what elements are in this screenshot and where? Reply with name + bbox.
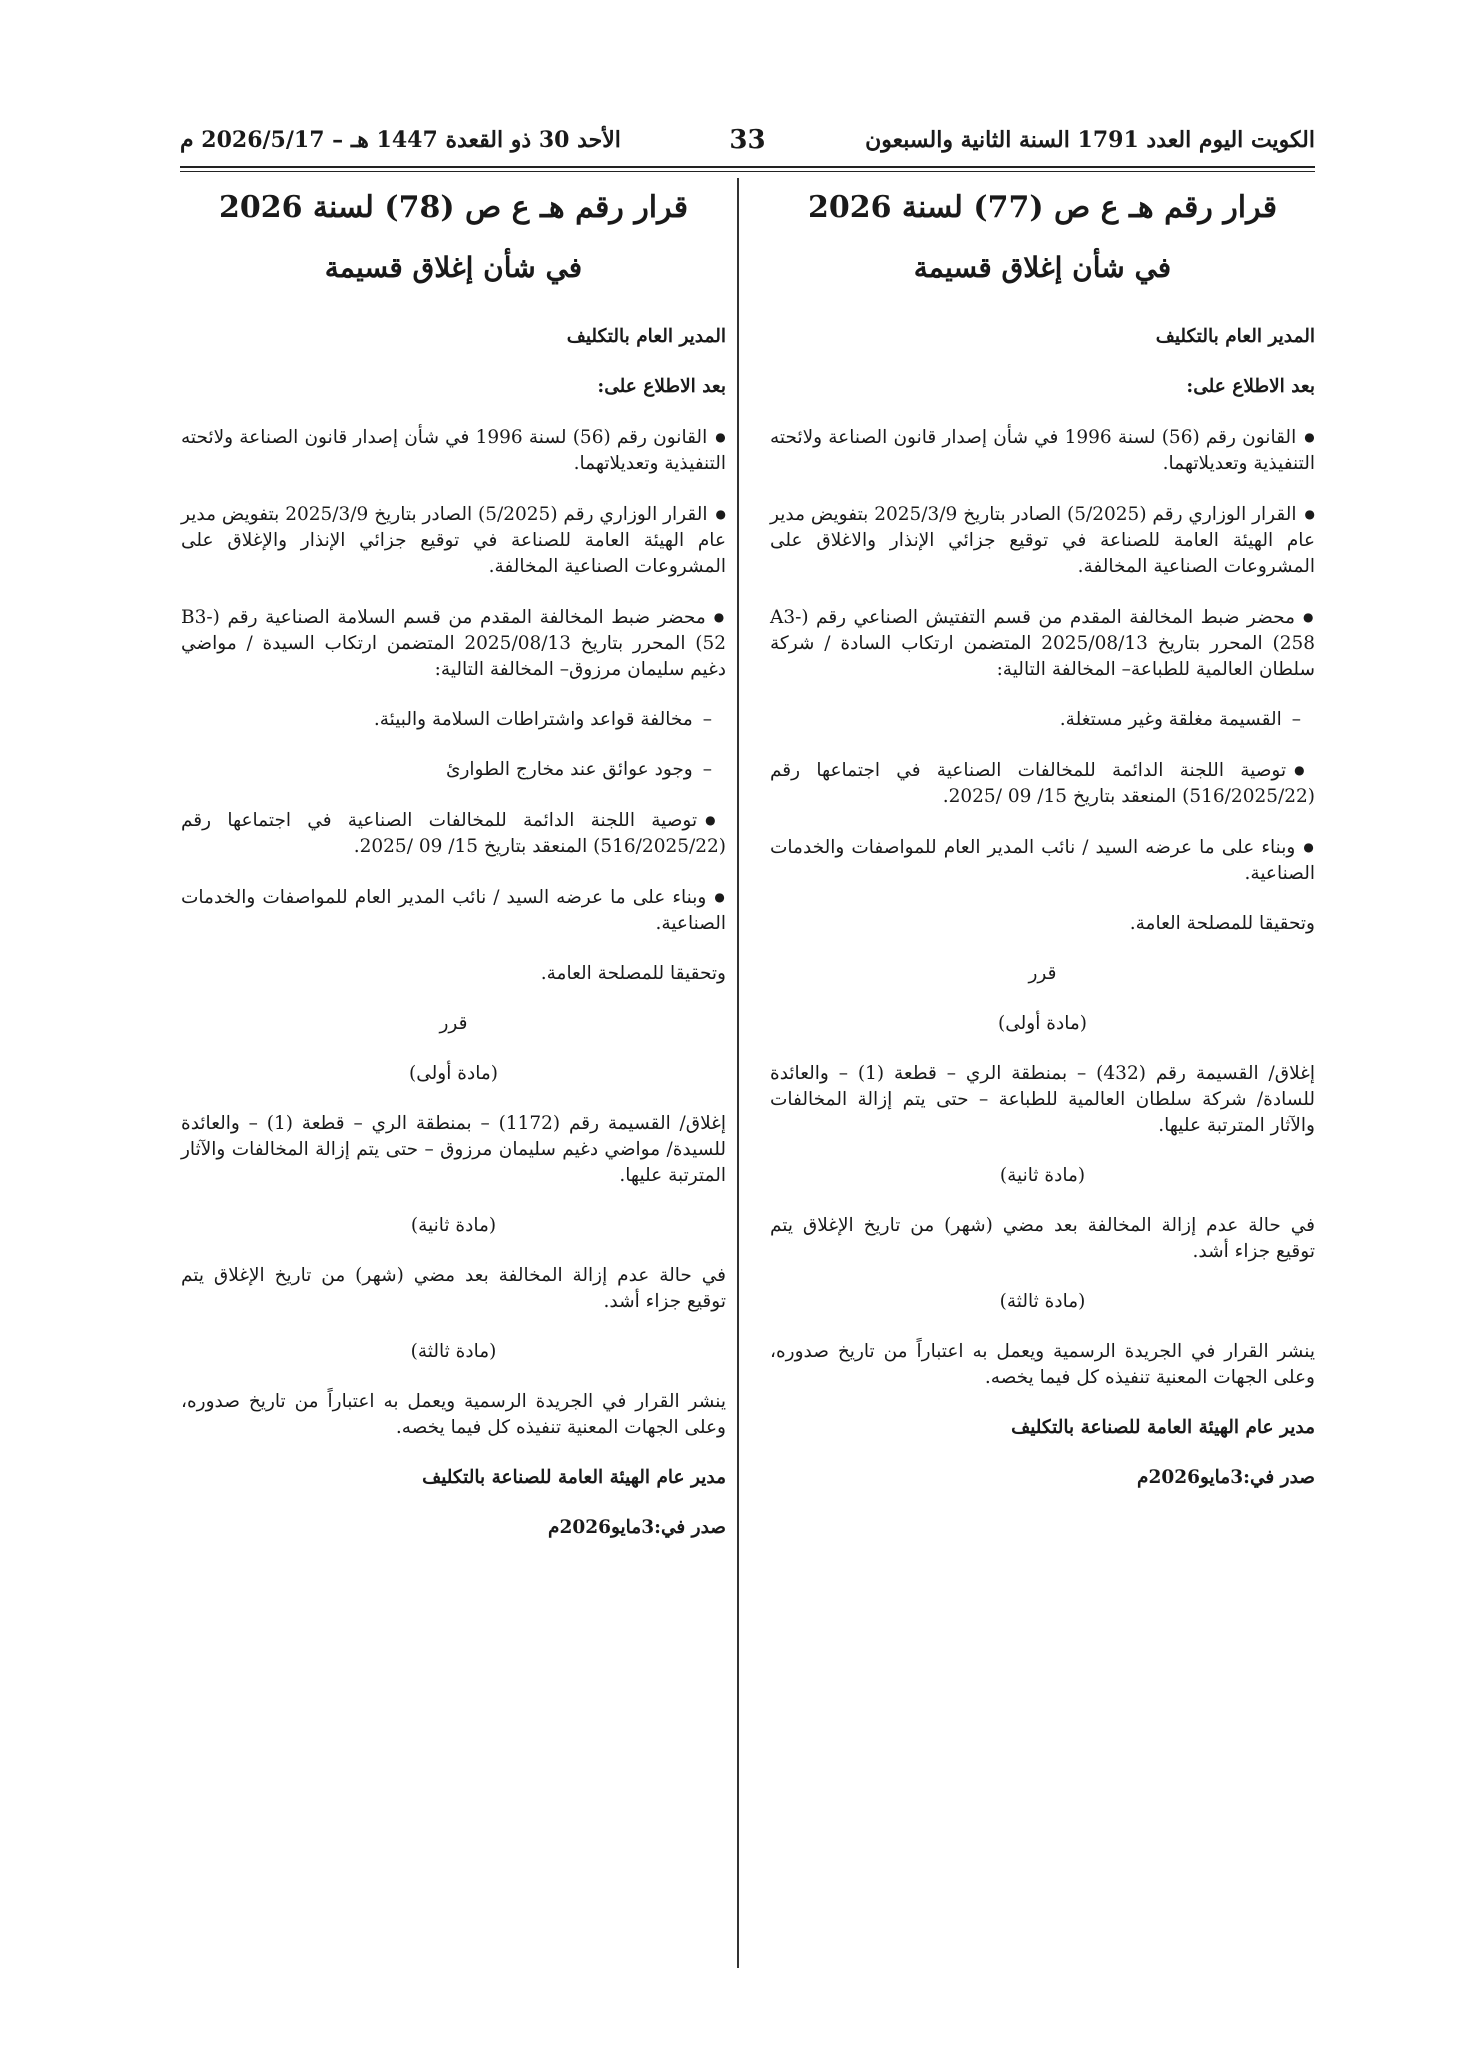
article-2-title: (مادة ثانية)	[999, 1165, 1086, 1186]
decision-title: قرار رقم هـ ع ص (77) لسنة 2026	[807, 190, 1278, 225]
preamble-text: القانون رقم (56) لسنة 1996 في شأن إصدار قانون الصناعة ولائحته التنفيذية وتعديلاتهما.	[181, 427, 726, 474]
preamble-item	[770, 412, 1315, 489]
preamble-item	[181, 795, 726, 872]
article-3-text: ينشر القرار في الجريدة الرسمية ويعمل به اعتباراً من تاريخ صدوره، وعلى الجهات المعنية تنفيذه كل فيما يخصه.	[181, 1391, 726, 1438]
decided-heading: قرر	[1028, 963, 1057, 984]
preamble-text: القانون رقم (56) لسنة 1996 في شأن إصدار قانون الصناعة ولائحته التنفيذية وتعديلاتهما.	[770, 427, 1315, 474]
preamble-item	[181, 592, 726, 695]
preamble-text: وبناء على ما عرضه السيد / نائب المدير العام للمواصفات والخدمات الصناعية.	[770, 837, 1315, 884]
bullet-icon	[706, 607, 726, 628]
preamble-text: وبناء على ما عرضه السيد / نائب المدير العام للمواصفات والخدمات الصناعية.	[181, 887, 726, 934]
article-3-title: (مادة ثالثة)	[410, 1341, 497, 1362]
decision-subtitle: في شأن إغلاق قسيمة	[913, 251, 1172, 284]
preamble-text: توصية اللجنة الدائمة للمخالفات الصناعية في اجتماعها رقم (516/2025/22) المنعقد بتاريخ 15/ 09 /2025.	[770, 760, 1315, 807]
dash-icon	[693, 709, 712, 730]
header-date: الأحد 30 ذو القعدة 1447 هـ – 2026/5/17 م	[180, 127, 621, 153]
decision-77-column	[770, 182, 1315, 1503]
bullet-icon	[1286, 760, 1315, 781]
bullet-icon	[706, 887, 726, 908]
issue-date: صدر في:3مايو2026م	[1137, 1467, 1315, 1488]
issue-date: صدر في:3مايو2026م	[548, 1517, 726, 1538]
article-2-title: (مادة ثانية)	[410, 1215, 497, 1236]
signatory: مدير عام الهيئة العامة للصناعة بالتكليف	[422, 1467, 726, 1488]
header-issue-info: الكويت اليوم العدد 1791 السنة الثانية والسبعون	[865, 127, 1315, 153]
article-1-text: إغلاق/ القسيمة رقم (1172) – بمنطقة الري – قطعة (1) – والعائدة للسيدة/ مواضي دغيم سليمان مرزوق – حتى يتم إزالة المخالفات والآثار المترتبة عليها.	[181, 1113, 726, 1186]
header-rule-thin	[180, 171, 1315, 172]
column-divider	[737, 178, 739, 1968]
violation-text: مخالفة قواعد واشتراطات السلامة والبيئة.	[373, 709, 693, 730]
dash-icon	[693, 759, 712, 780]
bullet-icon	[697, 810, 726, 831]
after-review: بعد الاطلاع على:	[597, 376, 726, 397]
public-interest: وتحقيقا للمصلحة العامة.	[540, 963, 726, 984]
preamble-item	[770, 822, 1315, 899]
violation-text: القسيمة مغلقة وغير مستغلة.	[1059, 709, 1282, 730]
preamble-text: القرار الوزاري رقم (5/2025) الصادر بتاريخ 2025/3/9 بتفويض مدير عام الهيئة العامة للصناعة في توقيع جزائي الإنذار والإغلاق على المشروعات الصناعية المخالفة.	[181, 504, 726, 577]
public-interest: وتحقيقا للمصلحة العامة.	[1129, 913, 1315, 934]
article-2-text: في حالة عدم إزالة المخالفة بعد مضي (شهر) من تاريخ الإغلاق يتم توقيع جزاء أشد.	[181, 1265, 726, 1312]
preamble-text: توصية اللجنة الدائمة للمخالفات الصناعية في اجتماعها رقم (516/2025/22) المنعقد بتاريخ 15/ 09 /2025.	[181, 810, 726, 857]
preamble-item	[770, 592, 1315, 695]
bullet-icon	[1295, 607, 1315, 628]
violation-item	[181, 745, 726, 795]
preamble-item	[181, 872, 726, 949]
bullet-icon	[1296, 427, 1315, 448]
header-rule-thick	[180, 166, 1315, 168]
after-review: بعد الاطلاع على:	[1186, 376, 1315, 397]
decision-title: قرار رقم هـ ع ص (78) لسنة 2026	[218, 190, 689, 225]
preamble-item	[770, 745, 1315, 822]
preamble-text: القرار الوزاري رقم (5/2025) الصادر بتاريخ 2025/3/9 بتفويض مدير عام الهيئة العامة للصناعة في توقيع جزائي الإنذار والاغلاق على المشروعات الصناعية المخالفة.	[770, 504, 1315, 577]
preamble-item	[181, 412, 726, 489]
article-3-text: ينشر القرار في الجريدة الرسمية ويعمل به اعتباراً من تاريخ صدوره، وعلى الجهات المعنية تنفيذه كل فيما يخصه.	[770, 1341, 1315, 1388]
page-header	[180, 118, 1315, 162]
bullet-icon	[1297, 504, 1315, 525]
violation-text: وجود عوائق عند مخارج الطوارئ	[445, 759, 693, 780]
signatory: مدير عام الهيئة العامة للصناعة بالتكليف	[1011, 1417, 1315, 1438]
article-1-title: (مادة أولى)	[409, 1063, 498, 1084]
issuer: المدير العام بالتكليف	[566, 326, 726, 347]
article-1-text: إغلاق/ القسيمة رقم (432) – بمنطقة الري – قطعة (1) – والعائدة للسادة/ شركة سلطان العالمية للطباعة – حتى يتم إزالة المخالفات والآثار المترتبة عليها.	[770, 1063, 1315, 1136]
article-3-title: (مادة ثالثة)	[999, 1291, 1086, 1312]
violation-item	[181, 695, 726, 745]
decision-78-column	[181, 182, 726, 1553]
page-number: 33	[729, 125, 766, 155]
article-2-text: في حالة عدم إزالة المخالفة بعد مضي (شهر) من تاريخ الإغلاق يتم توقيع جزاء أشد.	[770, 1215, 1315, 1262]
bullet-icon	[707, 427, 726, 448]
bullet-icon	[708, 504, 726, 525]
decision-subtitle: في شأن إغلاق قسيمة	[324, 251, 583, 284]
preamble-text: محضر ضبط المخالفة المقدم من قسم التفتيش الصناعي رقم (A3-258) المحرر بتاريخ 2025/08/13 المتضمن ارتكاب السادة / شركة سلطان العالمية للطباعة– المخالفة التالية:	[770, 607, 1315, 680]
violation-item	[770, 695, 1315, 745]
bullet-icon	[1295, 837, 1315, 858]
preamble-item	[770, 489, 1315, 592]
decided-heading: قرر	[439, 1013, 468, 1034]
article-1-title: (مادة أولى)	[998, 1013, 1087, 1034]
issuer: المدير العام بالتكليف	[1155, 326, 1315, 347]
dash-icon	[1282, 709, 1301, 730]
preamble-item	[181, 489, 726, 592]
preamble-text: محضر ضبط المخالفة المقدم من قسم السلامة الصناعية رقم (B3-52) المحرر بتاريخ 2025/08/13 المتضمن ارتكاب السيدة / مواضي دغيم سليمان مرزوق– المخالفة التالية:	[181, 607, 726, 680]
